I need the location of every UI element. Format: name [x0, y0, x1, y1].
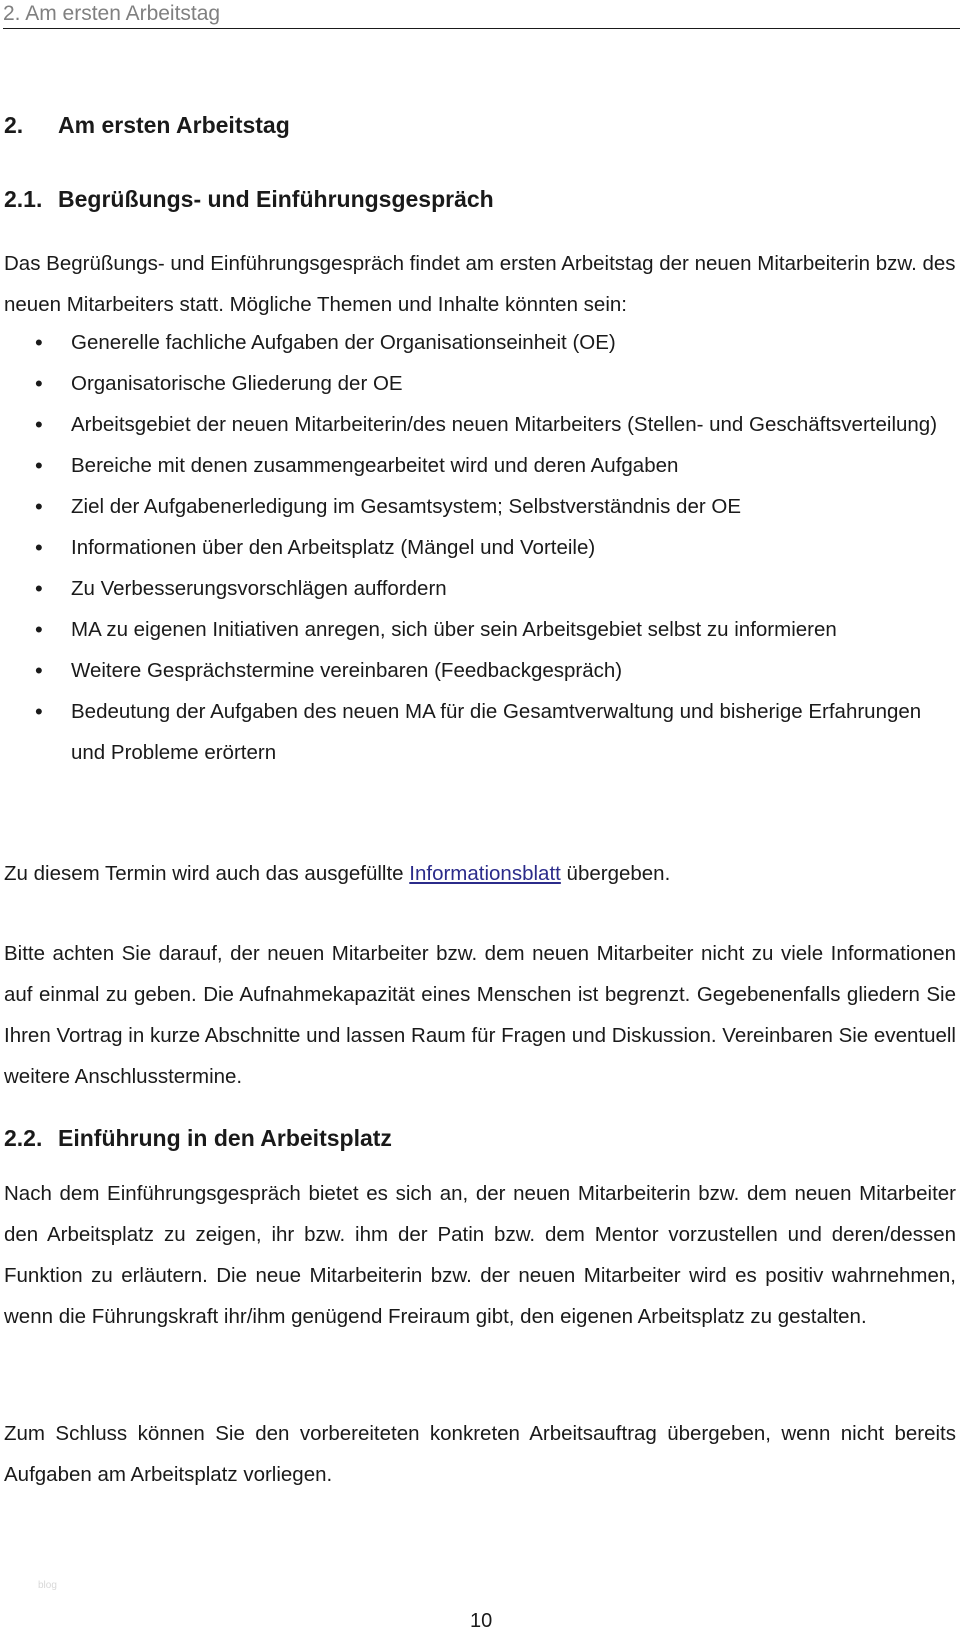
bullet-icon: • [35, 576, 43, 601]
list-item [4, 404, 956, 445]
bullet-icon: • [35, 617, 43, 642]
bullet-icon: • [35, 494, 43, 519]
list-item [4, 650, 956, 691]
list-item-text: Weitere Gesprächstermine vereinbaren (Feedbackgespräch) [71, 659, 623, 682]
bullet-icon: • [35, 658, 43, 683]
list-item-text: Arbeitsgebiet der neuen Mitarbeiterin/des neuen Mitarbeiters (Stellen- und Geschäftsverteilung) [71, 413, 938, 436]
list-item [4, 568, 956, 609]
list-item [4, 527, 956, 568]
section-2-title: Am ersten Arbeitstag [58, 112, 290, 138]
list-item-text: Ziel der Aufgabenerledigung im Gesamtsystem; Selbstverständnis der OE [71, 495, 741, 518]
page-number: 10 [470, 1610, 493, 1632]
section-2-1-number: 2.1. [4, 186, 43, 212]
watermark: blog [38, 1580, 57, 1591]
list-item [4, 445, 956, 486]
section-2-1-title: Begrüßungs- und Einführungsgespräch [58, 186, 494, 212]
list-item [4, 691, 956, 773]
list-item-text: Bereiche mit denen zusammengearbeitet wird und deren Aufgaben [71, 454, 679, 477]
informationsblatt-note [4, 853, 956, 894]
running-header [3, 0, 960, 29]
bullet-icon: • [35, 371, 43, 396]
list-item-text: Organisatorische Gliederung der OE [71, 372, 403, 395]
section-2-2-paragraph-1: Nach dem Einführungsgespräch bietet es sich an, der neuen Mitarbeiterin bzw. dem neuen Mitarbeiter den Arbeitsplatz zu zeigen, ihr bzw. ihm der Patin bzw. dem Mentor vorzustellen und deren/dessen Funktion zu erläutern. Die neue Mitarbeiterin bzw. der neuen Mitarbeiter wird es positiv wahrnehmen, wenn die Führungskraft ihr/ihm genügend Freiraum gibt, den eigenen Arbeitsplatz zu gestalten. [4, 1182, 956, 1328]
running-header-title: 2. Am ersten Arbeitstag [3, 2, 221, 25]
list-item [4, 486, 956, 527]
bullet-icon: • [35, 330, 43, 355]
list-item-text: Informationen über den Arbeitsplatz (Mängel und Vorteile) [71, 536, 596, 559]
list-item-text: MA zu eigenen Initiativen anregen, sich über sein Arbeitsgebiet selbst zu informieren [71, 618, 837, 641]
section-2-heading [4, 112, 290, 139]
list-item-text: Bedeutung der Aufgaben des neuen MA für die Gesamtverwaltung und bisherige Erfahrungen und Probleme erörtern [71, 700, 922, 764]
list-item-text: Zu Verbesserungsvorschlägen auffordern [71, 577, 447, 600]
topics-list [4, 322, 956, 773]
list-item [4, 609, 956, 650]
bullet-icon: • [35, 453, 43, 478]
termin-text-before: Zu diesem Termin wird auch das ausgefüllte [4, 862, 404, 885]
section-2-2-title: Einführung in den Arbeitsplatz [58, 1125, 392, 1151]
informationsblatt-link[interactable]: Informationsblatt [409, 862, 561, 885]
advice-paragraph: Bitte achten Sie darauf, der neuen Mitarbeiter bzw. dem neuen Mitarbeiter nicht zu viele Informationen auf einmal zu geben. Die Aufnahmekapazität eines Menschen ist begrenzt. Gegebenenfalls gliedern Sie Ihren Vortrag in kurze Abschnitte und lassen Raum für Fragen und Diskussion. Vereinbaren Sie eventuell weitere Anschlusstermine. [4, 942, 956, 1088]
bullet-icon: • [35, 699, 43, 724]
section-2-1-intro: Das Begrüßungs- und Einführungsgespräch findet am ersten Arbeitstag der neuen Mitarbeiterin bzw. des neuen Mitarbeiters statt. Mögliche Themen und Inhalte könnten sein: [4, 252, 956, 316]
section-2-1-heading [4, 186, 494, 213]
termin-text-after: übergeben. [566, 862, 671, 885]
list-item-text: Generelle fachliche Aufgaben der Organisationseinheit (OE) [71, 331, 616, 354]
section-2-number: 2. [4, 112, 24, 138]
section-2-2-paragraph-2: Zum Schluss können Sie den vorbereiteten konkreten Arbeitsauftrag übergeben, wenn nicht bereits Aufgaben am Arbeitsplatz vorliegen. [4, 1422, 956, 1486]
section-2-2-heading [4, 1125, 392, 1152]
section-2-2-number: 2.2. [4, 1125, 43, 1151]
list-item [4, 322, 956, 363]
bullet-icon: • [35, 535, 43, 560]
list-item [4, 363, 956, 404]
bullet-icon: • [35, 412, 43, 437]
